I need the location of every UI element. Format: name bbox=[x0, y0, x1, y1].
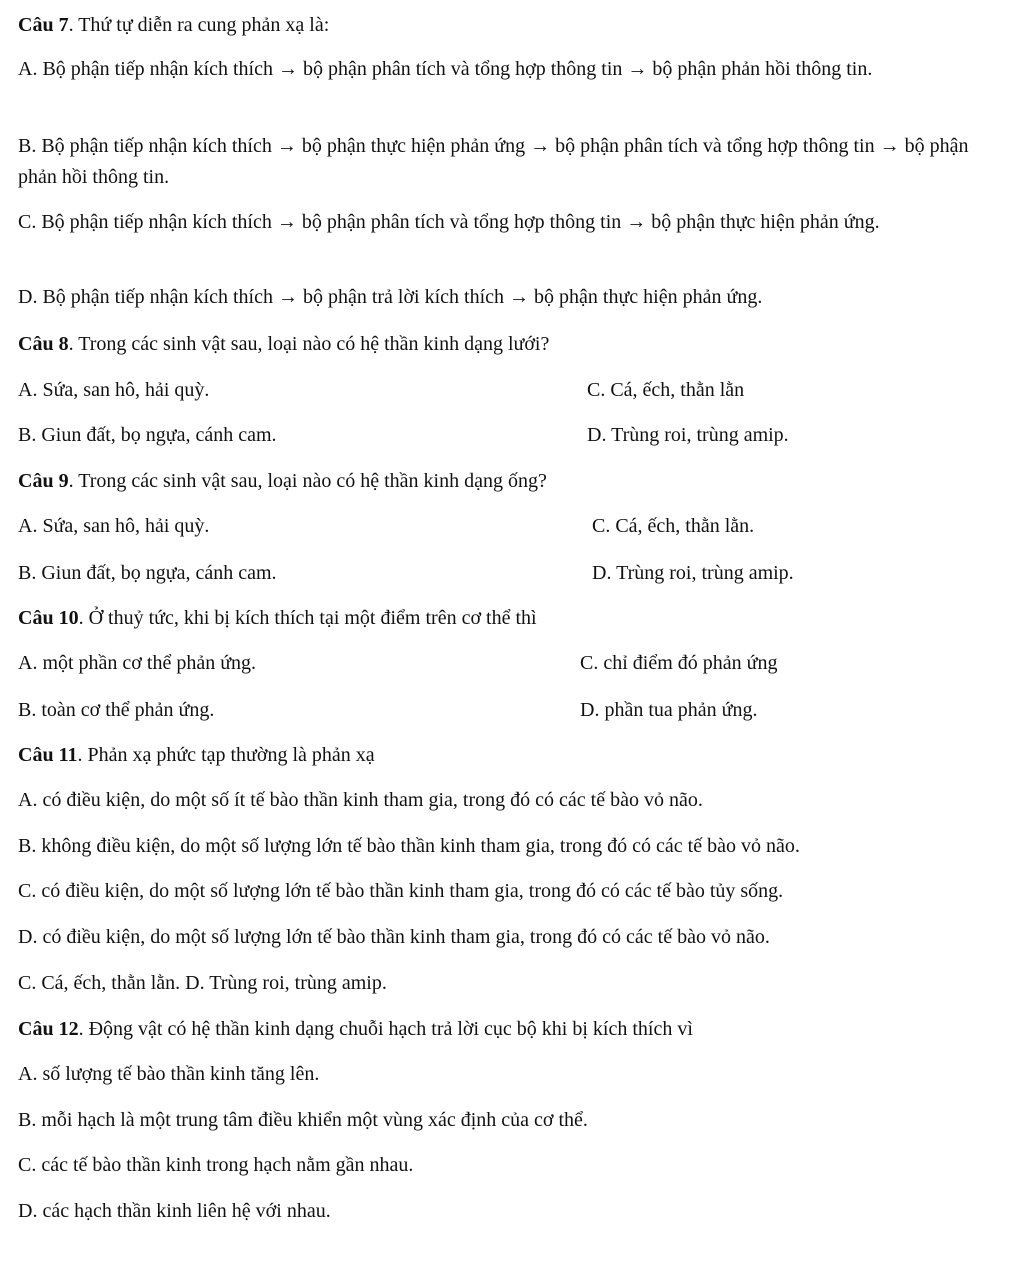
question-8-label: Câu 8 bbox=[18, 333, 69, 355]
question-12-text: . Động vật có hệ thần kinh dạng chuỗi hạch trả lời cục bộ khi bị kích thích vì bbox=[78, 1018, 693, 1040]
question-7-option-b: B. Bộ phận tiếp nhận kích thích → bộ phận thực hiện phản ứng → bộ phận phân tích và tổng hợp thông tin → bộ phận phản hồi thông tin. bbox=[18, 135, 969, 188]
question-10-text: . Ở thuỷ tức, khi bị kích thích tại một điểm trên cơ thể thì bbox=[78, 607, 537, 629]
question-12-option-c: C. các tế bào thần kinh trong hạch nằm gần nhau. bbox=[18, 1154, 414, 1176]
question-11 bbox=[18, 740, 375, 770]
question-11-label: Câu 11 bbox=[18, 744, 78, 766]
question-10 bbox=[18, 603, 537, 633]
question-11-option-d: D. có điều kiện, do một số lượng lớn tế bào thần kinh tham gia, trong đó có các tế bào vỏ não. bbox=[18, 926, 770, 948]
question-12-label: Câu 12 bbox=[18, 1018, 79, 1040]
question-12-option-b: B. mỗi hạch là một trung tâm điều khiển một vùng xác định của cơ thể. bbox=[18, 1109, 588, 1131]
question-11-option-a: A. có điều kiện, do một số ít tế bào thần kinh tham gia, trong đó có các tế bào vỏ não. bbox=[18, 789, 703, 811]
question-8 bbox=[18, 329, 549, 359]
question-7-option-a: A. Bộ phận tiếp nhận kích thích → bộ phận phân tích và tổng hợp thông tin → bộ phận phản hồi thông tin. bbox=[18, 58, 873, 80]
question-9-option-b: B. Giun đất, bọ ngựa, cánh cam. bbox=[18, 562, 277, 584]
question-8-option-a: A. Sứa, san hô, hải quỳ. bbox=[18, 379, 210, 401]
question-7-text: . Thứ tự diễn ra cung phản xạ là: bbox=[68, 14, 330, 36]
question-8-option-c: C. Cá, ếch, thằn lằn bbox=[587, 379, 745, 401]
question-9-option-d: D. Trùng roi, trùng amip. bbox=[592, 562, 794, 584]
question-11-text: . Phản xạ phức tạp thường là phản xạ bbox=[77, 744, 375, 766]
question-11-option-b: B. không điều kiện, do một số lượng lớn tế bào thần kinh tham gia, trong đó có các tế bào vỏ não. bbox=[18, 835, 800, 857]
question-12-option-a: A. số lượng tế bào thần kinh tăng lên. bbox=[18, 1063, 320, 1085]
question-9-text: . Trong các sinh vật sau, loại nào có hệ thần kinh dạng ống? bbox=[68, 470, 547, 492]
question-9-label: Câu 9 bbox=[18, 470, 69, 492]
question-8-text: . Trong các sinh vật sau, loại nào có hệ thần kinh dạng lưới? bbox=[68, 333, 550, 355]
question-7 bbox=[18, 10, 329, 40]
question-7-option-c: C. Bộ phận tiếp nhận kích thích → bộ phận phân tích và tổng hợp thông tin → bộ phận thực hiện phản ứng. bbox=[18, 211, 880, 233]
question-11-extra: C. Cá, ếch, thằn lằn. D. Trùng roi, trùng amip. bbox=[18, 972, 387, 994]
question-10-option-c: C. chỉ điểm đó phản ứng bbox=[580, 652, 778, 674]
question-9-option-a: A. Sứa, san hô, hải quỳ. bbox=[18, 515, 210, 537]
question-9-option-c: C. Cá, ếch, thằn lằn. bbox=[592, 515, 755, 537]
question-10-option-a: A. một phần cơ thể phản ứng. bbox=[18, 652, 257, 674]
question-7-label: Câu 7 bbox=[18, 14, 69, 36]
question-10-label: Câu 10 bbox=[18, 607, 79, 629]
question-10-option-d: D. phần tua phản ứng. bbox=[580, 699, 758, 721]
question-11-option-c: C. có điều kiện, do một số lượng lớn tế bào thần kinh tham gia, trong đó có các tế bào tủy sống. bbox=[18, 880, 784, 902]
question-7-option-d: D. Bộ phận tiếp nhận kích thích → bộ phận trả lời kích thích → bộ phận thực hiện phản ứng. bbox=[18, 286, 763, 308]
question-12-option-d: D. các hạch thần kinh liên hệ với nhau. bbox=[18, 1200, 331, 1222]
question-12 bbox=[18, 1014, 693, 1044]
question-8-option-d: D. Trùng roi, trùng amip. bbox=[587, 424, 789, 446]
question-9 bbox=[18, 466, 547, 496]
question-8-option-b: B. Giun đất, bọ ngựa, cánh cam. bbox=[18, 424, 277, 446]
question-10-option-b: B. toàn cơ thể phản ứng. bbox=[18, 699, 215, 721]
